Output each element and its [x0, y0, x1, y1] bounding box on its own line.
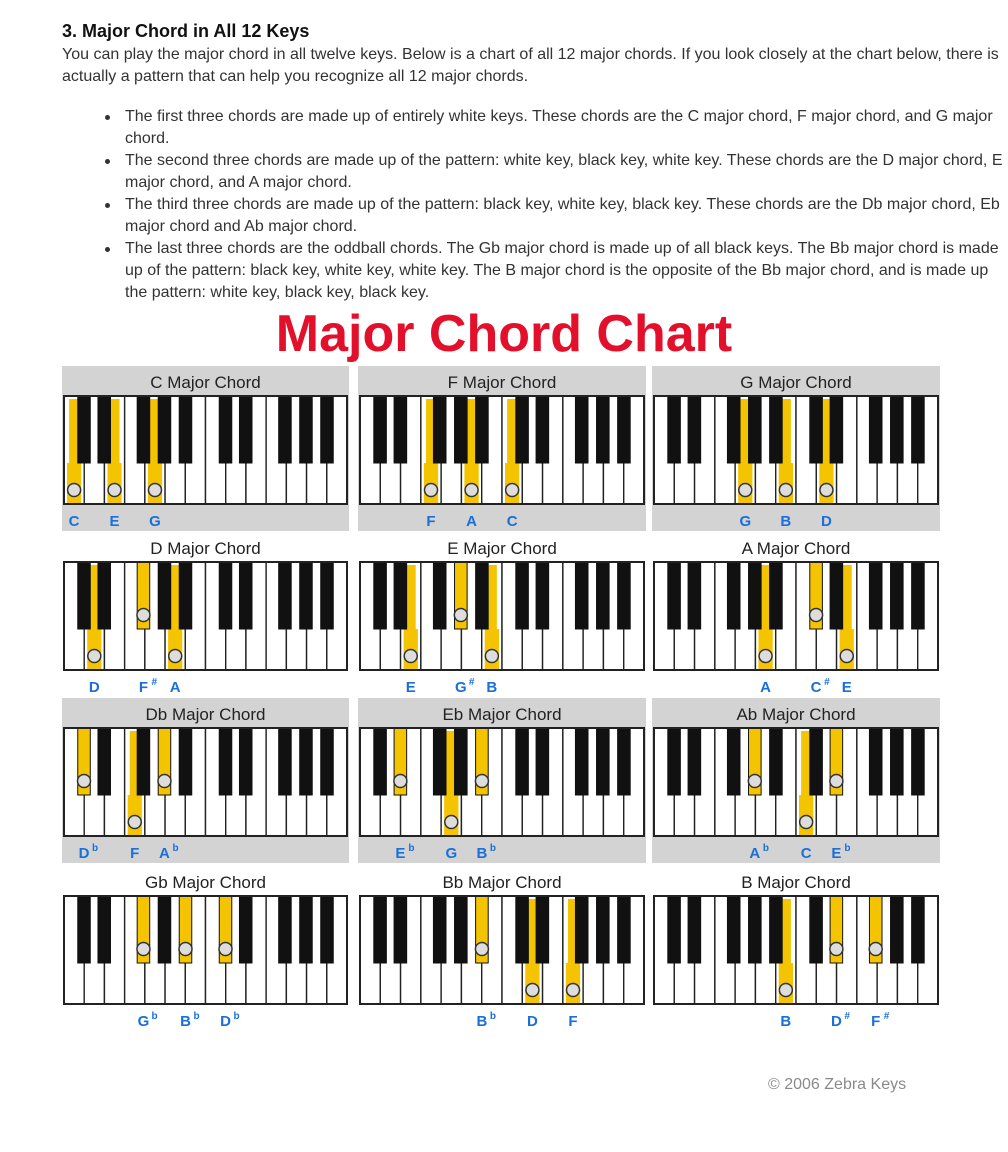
black-key [433, 728, 446, 795]
note-marker [485, 650, 498, 663]
pattern-list-item: The first three chords are made up of entirely white keys. These chords are the C major chord, F major chord, and G major chord. [105, 106, 1005, 150]
note-label: C [68, 513, 80, 530]
black-key [279, 896, 292, 963]
note-label: D [88, 679, 100, 696]
black-key [770, 896, 783, 963]
black-key [239, 728, 252, 795]
note-label: E [841, 679, 852, 696]
black-key [394, 396, 407, 463]
note-label: D [830, 1013, 842, 1030]
note-marker [179, 943, 192, 956]
black-key [575, 728, 588, 795]
black-key [727, 728, 740, 795]
chord-name: D Major Chord [150, 539, 261, 558]
black-key [516, 562, 529, 629]
black-key [279, 562, 292, 629]
black-key [810, 396, 823, 463]
black-key [575, 396, 588, 463]
chord-name: F Major Chord [447, 373, 557, 392]
intro-paragraph: You can play the major chord in all twelve keys. Below is a chart of all 12 major chords. If you look closely at the chart below, there is actually a pattern that can help you recognize all 12 major chords. [62, 46, 999, 85]
black-key [476, 396, 489, 463]
black-key [810, 728, 823, 795]
black-key [455, 896, 468, 963]
highlighted-key [110, 399, 120, 466]
black-key [536, 396, 549, 463]
black-key [891, 896, 904, 963]
copyright-notice: © 2006 Zebra Keys [768, 1076, 907, 1093]
note-marker [219, 943, 232, 956]
black-key [810, 896, 823, 963]
black-key [137, 728, 150, 795]
black-key [239, 562, 252, 629]
black-key [279, 396, 292, 463]
note-label: G [454, 679, 467, 696]
black-key [455, 396, 468, 463]
note-label: C [506, 513, 518, 530]
note-label: D [527, 1013, 538, 1030]
black-key [516, 396, 529, 463]
black-key [455, 728, 468, 795]
note-label: G [137, 1013, 150, 1030]
black-key [219, 396, 232, 463]
note-marker [800, 816, 813, 829]
black-key [727, 396, 740, 463]
note-marker [465, 484, 478, 497]
black-key [618, 396, 631, 463]
note-accidental: # [883, 1011, 890, 1022]
chord-diagram [652, 366, 940, 531]
black-key [433, 896, 446, 963]
highlighted-key [842, 565, 852, 632]
black-key [433, 396, 446, 463]
black-key [912, 562, 925, 629]
chord-diagram [62, 698, 349, 863]
black-key [433, 562, 446, 629]
black-key [536, 896, 549, 963]
black-key [98, 728, 111, 795]
black-key [321, 896, 334, 963]
note-label: B [476, 845, 488, 862]
note-accidental: b [844, 843, 851, 854]
black-key [688, 396, 701, 463]
note-marker [748, 775, 761, 788]
black-key [158, 562, 171, 629]
note-label: C [800, 845, 812, 862]
note-accidental: b [762, 843, 769, 854]
black-key [98, 562, 111, 629]
note-marker [810, 609, 823, 622]
note-label: E [109, 513, 120, 530]
black-key [219, 728, 232, 795]
note-label: B [180, 1013, 191, 1030]
note-marker [128, 816, 141, 829]
highlighted-key [170, 565, 180, 632]
chord-name: Gb Major Chord [145, 873, 266, 892]
note-marker [445, 816, 458, 829]
black-key [830, 562, 843, 629]
note-accidental: b [193, 1011, 200, 1022]
black-key [668, 562, 681, 629]
note-marker [739, 484, 752, 497]
pattern-list-item: The last three chords are the oddball chords. The Gb major chord is made up of all black keys. The Bb major chord is made up of the pattern: black key, white key, white key. The B major chord is the opposite of the Bb major chord, and is made up the pattern: white key, black key, black key. [105, 238, 1005, 304]
note-accidental: b [151, 1011, 158, 1022]
note-label: G [739, 513, 752, 530]
chord-diagram [62, 366, 349, 531]
black-key [321, 396, 334, 463]
note-accidental: b [489, 1011, 497, 1022]
note-marker [404, 650, 417, 663]
note-label: D [220, 1013, 231, 1030]
black-key [98, 896, 111, 963]
note-accidental: # [468, 677, 475, 688]
note-marker [68, 484, 81, 497]
black-key [279, 728, 292, 795]
chord-diagram [360, 873, 644, 1030]
note-marker [830, 943, 843, 956]
note-label: D [78, 845, 90, 862]
black-key [869, 396, 882, 463]
black-key [321, 728, 334, 795]
note-marker [475, 775, 488, 788]
note-label: F [871, 1013, 881, 1030]
chord-name: Ab Major Chord [736, 705, 856, 724]
black-key [158, 896, 171, 963]
note-accidental: b [172, 843, 179, 854]
note-accidental: b [92, 843, 99, 854]
black-key [597, 896, 610, 963]
black-key [516, 896, 529, 963]
note-marker [869, 943, 882, 956]
pattern-list-item: The second three chords are made up of the pattern: white key, black key, white key. These chords are the D major chord, E major chord, and A major chord. [105, 150, 1005, 194]
chord-diagram [652, 698, 940, 863]
highlighted-key [406, 565, 416, 632]
note-label: C [810, 679, 822, 696]
black-key [830, 396, 843, 463]
note-label: A [169, 679, 181, 696]
chart-title: Major Chord Chart [275, 305, 733, 363]
black-key [688, 562, 701, 629]
black-key [179, 562, 192, 629]
black-key [219, 562, 232, 629]
black-key [476, 562, 489, 629]
section-heading: 3. Major Chord in All 12 Keys [62, 21, 310, 41]
note-marker [108, 484, 121, 497]
note-marker [567, 984, 580, 997]
note-marker [526, 984, 539, 997]
note-marker [78, 775, 91, 788]
black-key [98, 396, 111, 463]
black-key [374, 396, 387, 463]
note-marker [820, 484, 833, 497]
chord-name: Bb Major Chord [442, 873, 562, 892]
black-key [668, 396, 681, 463]
black-key [618, 562, 631, 629]
chord-diagram [360, 539, 644, 696]
black-key [891, 396, 904, 463]
note-label: B [486, 679, 498, 696]
black-key [891, 562, 904, 629]
black-key [137, 396, 150, 463]
black-key [597, 396, 610, 463]
chord-diagram [654, 873, 938, 1030]
chord-diagram [64, 873, 347, 1030]
black-key [536, 562, 549, 629]
note-label: B [780, 1013, 792, 1030]
note-label: A [749, 845, 761, 862]
black-key [688, 896, 701, 963]
black-key [575, 896, 588, 963]
black-key [78, 396, 91, 463]
black-key [749, 396, 762, 463]
black-key [597, 728, 610, 795]
black-key [688, 728, 701, 795]
black-key [668, 728, 681, 795]
black-key [179, 396, 192, 463]
black-key [394, 562, 407, 629]
note-marker [840, 650, 853, 663]
black-key [158, 396, 171, 463]
black-key [869, 728, 882, 795]
note-marker [158, 775, 171, 788]
note-label: B [780, 513, 792, 530]
black-key [374, 728, 387, 795]
black-key [179, 728, 192, 795]
black-key [891, 728, 904, 795]
note-marker [88, 650, 101, 663]
black-key [239, 396, 252, 463]
note-marker [759, 650, 772, 663]
black-key [239, 896, 252, 963]
note-marker [779, 984, 792, 997]
note-label: G [149, 513, 161, 530]
note-label: D [821, 513, 832, 530]
note-marker [830, 775, 843, 788]
black-key [749, 896, 762, 963]
note-marker [137, 943, 150, 956]
black-key [300, 896, 313, 963]
black-key [668, 896, 681, 963]
black-key [300, 562, 313, 629]
black-key [770, 728, 783, 795]
black-key [374, 562, 387, 629]
chord-diagram [64, 539, 347, 696]
note-marker [394, 775, 407, 788]
black-key [912, 728, 925, 795]
note-marker [779, 484, 792, 497]
note-label: A [466, 513, 477, 530]
note-label: B [476, 1013, 488, 1030]
note-label: G [445, 845, 458, 862]
note-label: F [130, 845, 140, 862]
note-accidental: # [844, 1011, 850, 1022]
chord-name: A Major Chord [741, 539, 851, 558]
black-key [727, 896, 740, 963]
black-key [912, 396, 925, 463]
note-marker [475, 943, 488, 956]
note-label: A [760, 679, 771, 696]
chord-diagram [358, 698, 646, 863]
note-marker [425, 484, 438, 497]
pattern-list-item: The third three chords are made up of the pattern: black key, white key, black key. These chords are the Db major chord, Eb major chord and Ab major chord. [105, 194, 1005, 238]
black-key [321, 562, 334, 629]
note-accidental: b [233, 1011, 240, 1022]
chord-diagram [358, 366, 646, 531]
note-accidental: b [489, 843, 497, 854]
black-key [516, 728, 529, 795]
black-key [770, 562, 783, 629]
black-key [770, 396, 783, 463]
chord-name: Db Major Chord [145, 705, 266, 724]
black-key [536, 728, 549, 795]
black-key [869, 562, 882, 629]
highlighted-key [467, 399, 477, 466]
note-accidental: # [151, 677, 158, 688]
black-key [912, 896, 925, 963]
note-label: F [568, 1013, 578, 1030]
note-label: E [395, 845, 406, 862]
black-key [749, 562, 762, 629]
black-key [575, 562, 588, 629]
note-label: E [831, 845, 842, 862]
chord-name: E Major Chord [447, 539, 557, 558]
black-key [618, 896, 631, 963]
chord-name: B Major Chord [741, 873, 851, 892]
chord-diagram [654, 539, 938, 696]
black-key [78, 896, 91, 963]
note-marker [169, 650, 182, 663]
note-accidental: b [408, 843, 415, 854]
note-label: E [405, 679, 416, 696]
black-key [78, 562, 91, 629]
note-label: F [138, 679, 149, 696]
black-key [300, 396, 313, 463]
black-key [394, 896, 407, 963]
black-key [597, 562, 610, 629]
note-label: A [159, 845, 170, 862]
chord-name: C Major Chord [150, 373, 261, 392]
black-key [300, 728, 313, 795]
note-marker [137, 609, 150, 622]
note-marker [454, 609, 467, 622]
note-label: F [426, 513, 436, 530]
note-accidental: # [824, 677, 830, 688]
black-key [618, 728, 631, 795]
black-key [374, 896, 387, 963]
black-key [727, 562, 740, 629]
highlighted-key [761, 565, 771, 632]
chord-name: Eb Major Chord [442, 705, 562, 724]
note-marker [506, 484, 519, 497]
chord-name: G Major Chord [740, 373, 852, 392]
note-marker [148, 484, 161, 497]
